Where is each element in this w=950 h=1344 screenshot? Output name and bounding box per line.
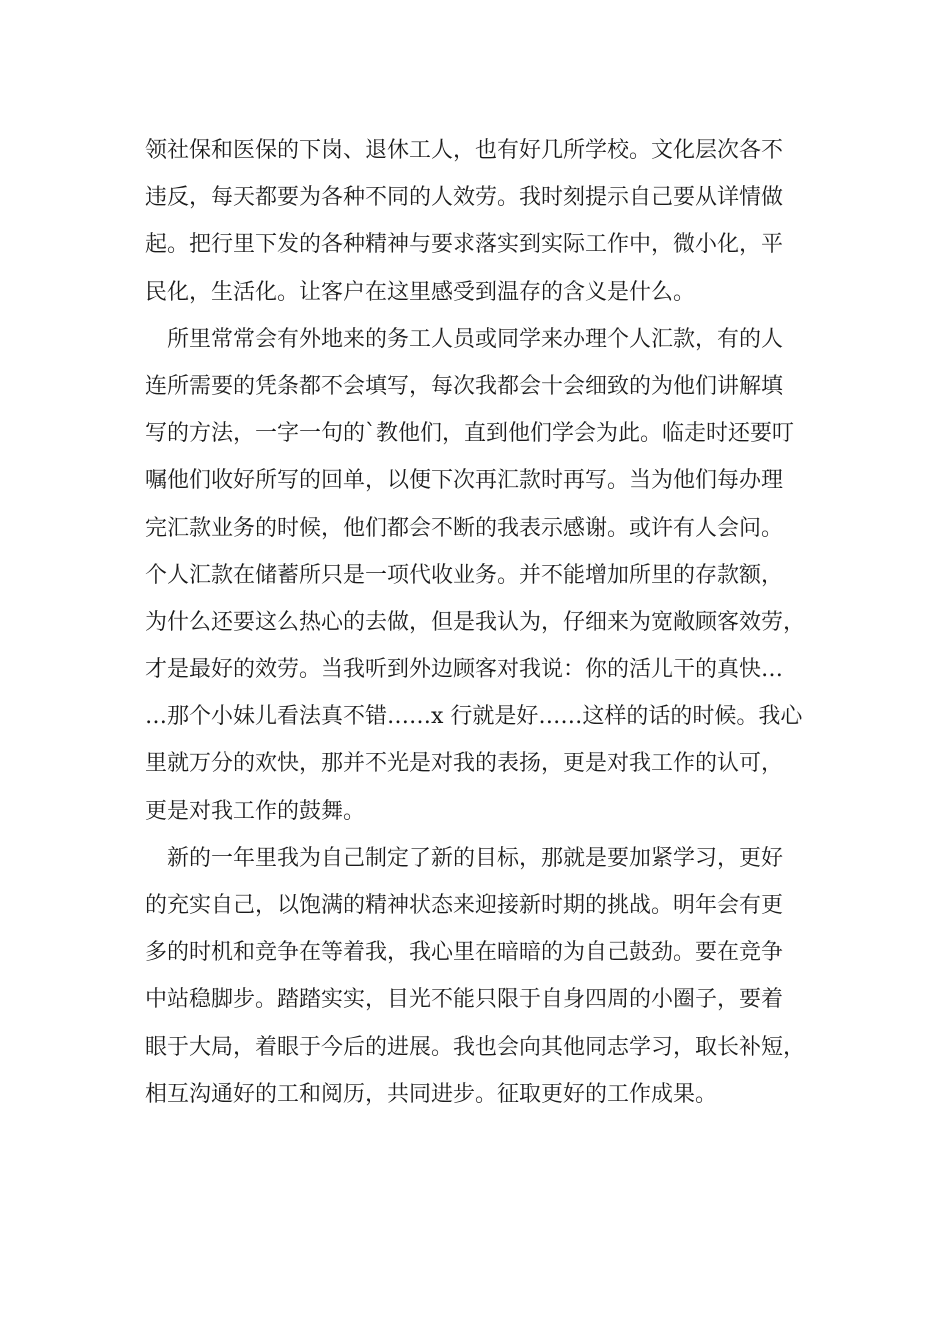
text-line: 连所需要的凭条都不会填写，每次我都会十会细致的为他们讲解填: [145, 373, 784, 399]
text-line: 违反，每天都要为各种不同的人效劳。我时刻提示自己要从详情做: [145, 185, 784, 211]
text-line: 中站稳脚步。踏踏实实，目光不能只限于自身四周的小圈子，要着: [145, 987, 784, 1013]
text-line: 里就万分的欢快，那并不光是对我的表扬，更是对我工作的认可，: [145, 751, 784, 777]
paragraph-3: [145, 835, 825, 1118]
text-line: 个人汇款在储蓄所只是一项代收业务。并不能增加所里的存款额，: [145, 562, 784, 588]
text-line: 新的一年里我为自己制定了新的目标，那就是要加紧学习，更好: [167, 845, 784, 871]
document-body: [145, 127, 825, 1118]
text-line: 起。把行里下发的各种精神与要求落实到实际工作中，微小化，平: [145, 232, 784, 258]
text-line: 眼于大局，着眼于今后的进展。我也会向其他同志学习，取长补短，: [145, 1034, 806, 1060]
text-line: 多的时机和竞争在等着我，我心里在暗暗的为自己鼓劲。要在竞争: [145, 940, 784, 966]
text-line: 民化，生活化。让客户在这里感受到温存的含义是什么。: [145, 279, 696, 305]
paragraph-2: [145, 316, 825, 835]
text-line: …那个小妹儿看法真不错……x 行就是好……这样的话的时候。我心: [145, 704, 803, 730]
text-line: 完汇款业务的时候，他们都会不断的我表示感谢。或许有人会问。: [145, 515, 784, 541]
text-line: 更是对我工作的鼓舞。: [145, 798, 366, 824]
text-line: 为什么还要这么热心的去做，但是我认为，仔细来为宽敞顾客效劳，: [145, 609, 806, 635]
paragraph-1: [145, 127, 825, 316]
text-line: 嘱他们收好所写的回单，以便下次再汇款时再写。当为他们每办理: [145, 468, 784, 494]
text-line: 所里常常会有外地来的务工人员或同学来办理个人汇款，有的人: [167, 326, 784, 352]
text-line: 的充实自己，以饱满的精神状态来迎接新时期的挑战。明年会有更: [145, 893, 784, 918]
text-line: 相互沟通好的工和阅历，共同进步。征取更好的工作成果。: [145, 1081, 718, 1107]
text-line: 领社保和医保的下岗、退休工人，也有好几所学校。文化层次各不: [145, 138, 784, 163]
text-line: 才是最好的效劳。当我听到外边顾客对我说：你的活儿干的真快…: [145, 657, 784, 683]
text-line: 写的方法，一字一句的`教他们，直到他们学会为此。临走时还要叮: [145, 421, 795, 447]
